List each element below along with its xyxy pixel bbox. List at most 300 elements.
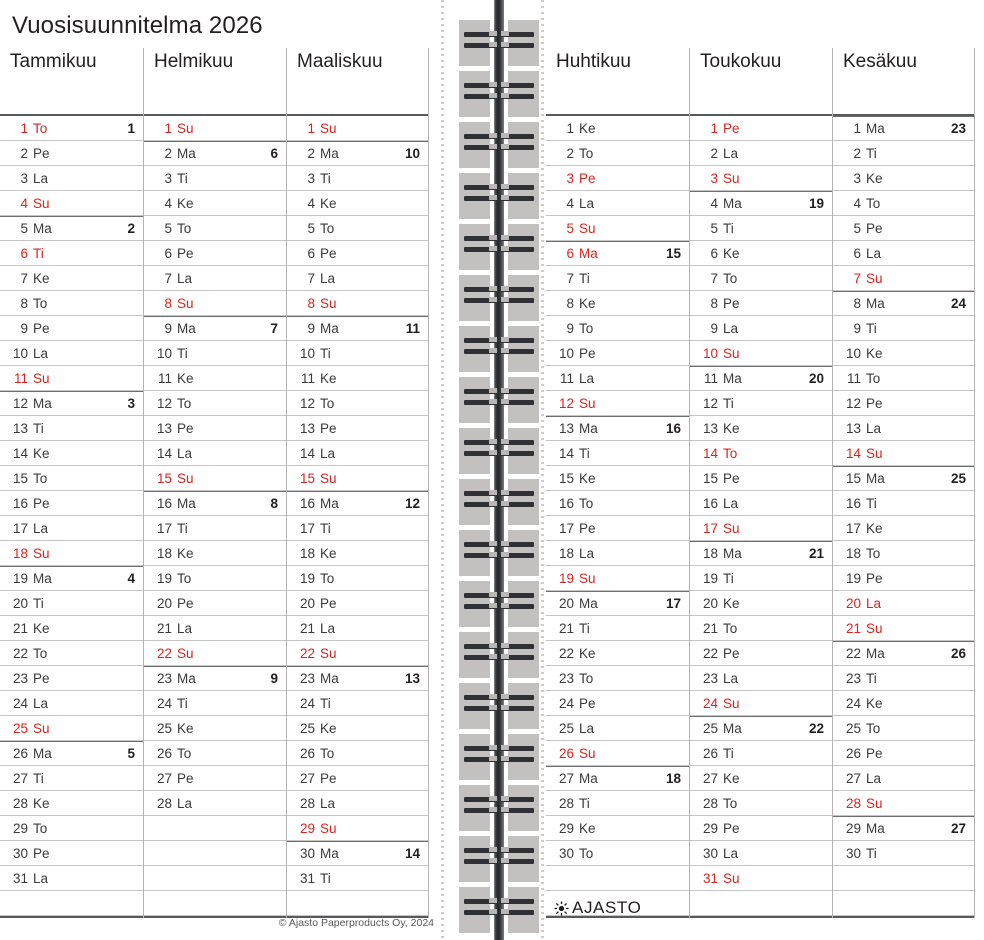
day-row[interactable] bbox=[690, 791, 832, 816]
day-row[interactable] bbox=[833, 816, 974, 841]
day-row-empty[interactable] bbox=[144, 816, 286, 841]
day-row[interactable] bbox=[287, 416, 428, 441]
day-row[interactable] bbox=[833, 466, 974, 491]
day-row[interactable] bbox=[833, 516, 974, 541]
day-number: 8 bbox=[710, 295, 718, 311]
weekday-abbr: Pe bbox=[723, 470, 740, 486]
weekday-abbr: Ti bbox=[866, 670, 877, 686]
day-number: 16 bbox=[299, 496, 315, 511]
day-number: 10 bbox=[156, 345, 172, 361]
day-row[interactable] bbox=[833, 541, 974, 566]
day-row[interactable] bbox=[546, 766, 689, 791]
day-row[interactable] bbox=[546, 516, 689, 541]
day-row[interactable] bbox=[287, 691, 428, 716]
weekday-abbr: Su bbox=[723, 870, 740, 886]
day-row[interactable] bbox=[287, 491, 428, 516]
day-row[interactable] bbox=[833, 741, 974, 766]
day-row[interactable] bbox=[0, 241, 143, 266]
day-row[interactable] bbox=[690, 541, 832, 566]
day-row[interactable] bbox=[287, 441, 428, 466]
weekday-abbr: Ma bbox=[579, 596, 598, 611]
day-row[interactable] bbox=[287, 566, 428, 591]
day-row[interactable] bbox=[833, 591, 974, 616]
day-row[interactable] bbox=[0, 816, 143, 841]
day-row-empty[interactable] bbox=[546, 866, 689, 891]
weekday-abbr: Ke bbox=[33, 270, 50, 286]
day-row[interactable] bbox=[0, 591, 143, 616]
day-row-empty[interactable] bbox=[690, 891, 832, 916]
day-number: 22 bbox=[558, 645, 574, 661]
weekday-abbr: Su bbox=[866, 445, 883, 461]
day-row[interactable] bbox=[287, 116, 428, 141]
day-row[interactable] bbox=[833, 841, 974, 866]
day-row[interactable] bbox=[0, 691, 143, 716]
day-number: 17 bbox=[702, 520, 718, 536]
day-number: 9 bbox=[164, 321, 172, 336]
day-row[interactable] bbox=[144, 691, 286, 716]
month-title: Huhtikuu bbox=[556, 51, 631, 72]
day-row[interactable] bbox=[546, 791, 689, 816]
weekday-abbr: Ti bbox=[320, 170, 331, 186]
day-row[interactable] bbox=[690, 116, 832, 141]
week-number: 21 bbox=[808, 546, 824, 561]
ring-notch bbox=[489, 297, 497, 302]
week-number: 5 bbox=[127, 746, 135, 761]
day-row[interactable] bbox=[0, 216, 143, 241]
day-row[interactable] bbox=[144, 116, 286, 141]
day-row[interactable] bbox=[690, 466, 832, 491]
day-row[interactable] bbox=[144, 241, 286, 266]
day-row[interactable] bbox=[0, 341, 143, 366]
week-number: 16 bbox=[665, 421, 681, 436]
day-row[interactable] bbox=[546, 141, 689, 166]
day-row[interactable] bbox=[546, 441, 689, 466]
day-number: 30 bbox=[558, 845, 574, 861]
day-row[interactable] bbox=[833, 266, 974, 291]
day-number: 19 bbox=[12, 571, 28, 586]
day-row[interactable] bbox=[144, 266, 286, 291]
ring-notch bbox=[501, 93, 509, 98]
day-row[interactable] bbox=[690, 316, 832, 341]
weekday-abbr: Ke bbox=[177, 545, 194, 561]
day-row[interactable] bbox=[0, 641, 143, 666]
day-row[interactable] bbox=[833, 166, 974, 191]
day-row[interactable] bbox=[287, 166, 428, 191]
ring-wire bbox=[464, 43, 534, 48]
day-row[interactable] bbox=[833, 366, 974, 391]
weekday-abbr: To bbox=[723, 270, 738, 286]
day-number: 28 bbox=[156, 795, 172, 811]
day-row[interactable] bbox=[690, 266, 832, 291]
day-row[interactable] bbox=[0, 741, 143, 766]
day-row[interactable] bbox=[833, 341, 974, 366]
day-row[interactable] bbox=[287, 191, 428, 216]
day-row[interactable] bbox=[144, 741, 286, 766]
day-row[interactable] bbox=[546, 591, 689, 616]
day-row[interactable] bbox=[690, 566, 832, 591]
day-number: 18 bbox=[156, 545, 172, 561]
day-row[interactable] bbox=[287, 141, 428, 166]
day-row[interactable] bbox=[287, 466, 428, 491]
day-number: 18 bbox=[845, 545, 861, 561]
day-row[interactable] bbox=[690, 366, 832, 391]
day-row[interactable] bbox=[144, 591, 286, 616]
right-month-columns bbox=[546, 48, 984, 918]
left-month-columns bbox=[0, 48, 440, 918]
day-row[interactable] bbox=[0, 316, 143, 341]
day-row[interactable] bbox=[546, 491, 689, 516]
day-row[interactable] bbox=[690, 441, 832, 466]
ring-notch bbox=[489, 348, 497, 353]
day-row[interactable] bbox=[0, 366, 143, 391]
day-number: 29 bbox=[702, 820, 718, 836]
day-row[interactable] bbox=[690, 716, 832, 741]
day-row[interactable] bbox=[0, 616, 143, 641]
ring-notch bbox=[501, 694, 509, 699]
day-row[interactable] bbox=[0, 491, 143, 516]
day-row[interactable] bbox=[0, 266, 143, 291]
day-row[interactable] bbox=[546, 641, 689, 666]
ring-wire bbox=[464, 134, 534, 139]
ring-wire bbox=[464, 83, 534, 88]
day-row[interactable] bbox=[144, 141, 286, 166]
day-number: 25 bbox=[558, 720, 574, 736]
day-row[interactable] bbox=[0, 666, 143, 691]
day-row[interactable] bbox=[0, 791, 143, 816]
day-row-empty[interactable] bbox=[833, 891, 974, 916]
day-row[interactable] bbox=[144, 791, 286, 816]
day-row[interactable] bbox=[546, 291, 689, 316]
day-row[interactable] bbox=[144, 641, 286, 666]
binding-ring bbox=[459, 530, 539, 576]
day-row[interactable] bbox=[144, 666, 286, 691]
day-row[interactable] bbox=[546, 566, 689, 591]
ring-notch bbox=[489, 246, 497, 251]
day-row[interactable] bbox=[690, 216, 832, 241]
weekday-abbr: Pe bbox=[33, 670, 50, 686]
day-row[interactable] bbox=[0, 141, 143, 166]
day-number: 23 bbox=[558, 670, 574, 686]
ring-notch bbox=[489, 286, 497, 291]
day-number: 27 bbox=[12, 770, 28, 786]
weekday-abbr: La bbox=[723, 145, 739, 161]
day-row-empty[interactable] bbox=[144, 891, 286, 916]
day-number: 10 bbox=[299, 345, 315, 361]
day-number: 18 bbox=[299, 545, 315, 561]
day-row[interactable] bbox=[546, 391, 689, 416]
weekday-abbr: Su bbox=[723, 345, 740, 361]
day-row[interactable] bbox=[287, 766, 428, 791]
day-row[interactable] bbox=[0, 441, 143, 466]
month-title: Tammikuu bbox=[10, 51, 97, 72]
weekday-abbr: Ma bbox=[320, 846, 339, 861]
day-row[interactable] bbox=[287, 516, 428, 541]
day-row[interactable] bbox=[287, 241, 428, 266]
day-row[interactable] bbox=[144, 616, 286, 641]
day-row[interactable] bbox=[144, 541, 286, 566]
day-row[interactable] bbox=[833, 216, 974, 241]
day-row[interactable] bbox=[287, 616, 428, 641]
day-row[interactable] bbox=[833, 116, 974, 141]
day-row[interactable] bbox=[287, 741, 428, 766]
day-row[interactable] bbox=[287, 266, 428, 291]
day-row[interactable] bbox=[287, 816, 428, 841]
day-row[interactable] bbox=[0, 291, 143, 316]
day-row[interactable] bbox=[546, 466, 689, 491]
day-number: 11 bbox=[13, 370, 28, 386]
day-row[interactable] bbox=[833, 316, 974, 341]
day-number: 25 bbox=[702, 721, 718, 736]
day-number: 24 bbox=[558, 695, 574, 711]
day-row[interactable] bbox=[144, 466, 286, 491]
day-row[interactable] bbox=[546, 166, 689, 191]
day-row[interactable] bbox=[690, 616, 832, 641]
day-row[interactable] bbox=[144, 516, 286, 541]
weekday-abbr: Su bbox=[579, 570, 596, 586]
day-row[interactable] bbox=[287, 391, 428, 416]
day-row[interactable] bbox=[833, 641, 974, 666]
day-row[interactable] bbox=[144, 366, 286, 391]
day-row[interactable] bbox=[690, 866, 832, 891]
day-row[interactable] bbox=[287, 541, 428, 566]
day-row[interactable] bbox=[833, 141, 974, 166]
binding-ring bbox=[459, 224, 539, 270]
weekday-abbr: La bbox=[33, 520, 49, 536]
month-title: Toukokuu bbox=[700, 51, 782, 72]
day-row[interactable] bbox=[0, 766, 143, 791]
weekday-abbr: To bbox=[177, 220, 192, 236]
day-number: 29 bbox=[299, 820, 315, 836]
day-number: 6 bbox=[710, 245, 718, 261]
week-number: 6 bbox=[270, 146, 278, 161]
day-row[interactable] bbox=[287, 666, 428, 691]
day-row[interactable] bbox=[690, 341, 832, 366]
day-row[interactable] bbox=[546, 366, 689, 391]
day-row[interactable] bbox=[546, 816, 689, 841]
day-row-empty[interactable] bbox=[287, 891, 428, 916]
day-row[interactable] bbox=[144, 441, 286, 466]
day-row[interactable] bbox=[833, 616, 974, 641]
day-number: 16 bbox=[558, 495, 574, 511]
day-row-empty[interactable] bbox=[0, 891, 143, 916]
day-row[interactable] bbox=[144, 291, 286, 316]
day-row[interactable] bbox=[690, 591, 832, 616]
day-row[interactable] bbox=[546, 116, 689, 141]
day-number: 11 bbox=[846, 370, 861, 386]
weekday-abbr: Ke bbox=[177, 370, 194, 386]
day-row[interactable] bbox=[833, 791, 974, 816]
ring-wire bbox=[464, 553, 534, 558]
day-row[interactable] bbox=[144, 416, 286, 441]
day-row[interactable] bbox=[0, 391, 143, 416]
day-row[interactable] bbox=[546, 341, 689, 366]
day-list bbox=[546, 114, 689, 918]
day-number: 24 bbox=[299, 695, 315, 711]
day-row[interactable] bbox=[690, 191, 832, 216]
weekday-abbr: To bbox=[866, 195, 881, 211]
day-row[interactable] bbox=[287, 866, 428, 891]
day-number: 17 bbox=[558, 520, 574, 536]
day-row[interactable] bbox=[0, 416, 143, 441]
day-row[interactable] bbox=[144, 191, 286, 216]
day-row[interactable] bbox=[833, 416, 974, 441]
day-row[interactable] bbox=[287, 291, 428, 316]
day-row[interactable] bbox=[0, 841, 143, 866]
day-row[interactable] bbox=[287, 791, 428, 816]
day-number: 24 bbox=[845, 695, 861, 711]
day-row[interactable] bbox=[287, 316, 428, 341]
day-row[interactable] bbox=[287, 641, 428, 666]
day-row[interactable] bbox=[287, 366, 428, 391]
weekday-abbr: Su bbox=[723, 170, 740, 186]
day-row[interactable] bbox=[833, 291, 974, 316]
weekday-abbr: Pe bbox=[579, 170, 596, 186]
day-number: 7 bbox=[307, 270, 315, 286]
day-row[interactable] bbox=[546, 741, 689, 766]
weekday-abbr: Pe bbox=[866, 570, 883, 586]
ring-wire bbox=[464, 899, 534, 904]
day-row-empty[interactable] bbox=[144, 866, 286, 891]
day-row[interactable] bbox=[833, 566, 974, 591]
day-row[interactable] bbox=[287, 716, 428, 741]
day-row[interactable] bbox=[287, 341, 428, 366]
day-row[interactable] bbox=[144, 766, 286, 791]
weekday-abbr: La bbox=[723, 495, 739, 511]
day-row[interactable] bbox=[690, 766, 832, 791]
day-row[interactable] bbox=[287, 591, 428, 616]
day-row[interactable] bbox=[833, 766, 974, 791]
day-row[interactable] bbox=[546, 716, 689, 741]
day-list bbox=[144, 114, 286, 918]
day-row[interactable] bbox=[833, 691, 974, 716]
ring-wire bbox=[464, 797, 534, 802]
day-row[interactable] bbox=[833, 441, 974, 466]
day-row[interactable] bbox=[833, 241, 974, 266]
weekday-abbr: Ke bbox=[866, 345, 883, 361]
day-row[interactable] bbox=[690, 841, 832, 866]
day-row[interactable] bbox=[144, 491, 286, 516]
weekday-abbr: To bbox=[33, 645, 48, 661]
day-row[interactable] bbox=[0, 166, 143, 191]
day-row[interactable] bbox=[287, 841, 428, 866]
day-row[interactable] bbox=[0, 191, 143, 216]
weekday-abbr: Ma bbox=[723, 721, 742, 736]
day-row[interactable] bbox=[0, 716, 143, 741]
day-row[interactable] bbox=[546, 841, 689, 866]
day-row[interactable] bbox=[0, 566, 143, 591]
day-number: 20 bbox=[558, 596, 574, 611]
day-number: 7 bbox=[164, 270, 172, 286]
day-row-empty[interactable] bbox=[144, 841, 286, 866]
day-number: 10 bbox=[558, 345, 574, 361]
weekday-abbr: Ti bbox=[866, 320, 877, 336]
ring-notch bbox=[489, 82, 497, 87]
day-row[interactable] bbox=[833, 716, 974, 741]
day-row[interactable] bbox=[144, 566, 286, 591]
ring-wire bbox=[464, 655, 534, 660]
weekday-abbr: Su bbox=[33, 720, 50, 736]
day-row[interactable] bbox=[546, 266, 689, 291]
day-row[interactable] bbox=[546, 216, 689, 241]
day-row[interactable] bbox=[287, 216, 428, 241]
day-row[interactable] bbox=[144, 216, 286, 241]
day-row[interactable] bbox=[144, 341, 286, 366]
day-row[interactable] bbox=[833, 666, 974, 691]
day-row[interactable] bbox=[546, 666, 689, 691]
day-row[interactable] bbox=[546, 541, 689, 566]
day-row[interactable] bbox=[0, 866, 143, 891]
binding-ring bbox=[459, 887, 539, 933]
ring-wire bbox=[464, 298, 534, 303]
day-number: 14 bbox=[299, 445, 315, 461]
day-row[interactable] bbox=[546, 416, 689, 441]
day-number: 26 bbox=[702, 745, 718, 761]
weekday-abbr: Ti bbox=[723, 745, 734, 761]
day-row[interactable] bbox=[144, 716, 286, 741]
day-row[interactable] bbox=[833, 391, 974, 416]
day-row[interactable] bbox=[690, 691, 832, 716]
day-row[interactable] bbox=[546, 616, 689, 641]
day-row[interactable] bbox=[546, 241, 689, 266]
day-row[interactable] bbox=[0, 516, 143, 541]
weekday-abbr: Su bbox=[320, 295, 337, 311]
day-number: 17 bbox=[156, 520, 172, 536]
day-row[interactable] bbox=[690, 166, 832, 191]
day-row[interactable] bbox=[546, 316, 689, 341]
day-row[interactable] bbox=[690, 416, 832, 441]
weekday-abbr: Ti bbox=[579, 270, 590, 286]
day-number: 9 bbox=[853, 320, 861, 336]
day-row[interactable] bbox=[690, 641, 832, 666]
day-row[interactable] bbox=[0, 541, 143, 566]
day-row[interactable] bbox=[546, 191, 689, 216]
day-number: 28 bbox=[702, 795, 718, 811]
day-row[interactable] bbox=[546, 691, 689, 716]
weekday-abbr: La bbox=[723, 320, 739, 336]
day-row[interactable] bbox=[690, 516, 832, 541]
day-number: 2 bbox=[710, 145, 718, 161]
weekday-abbr: La bbox=[320, 445, 336, 461]
day-row[interactable] bbox=[144, 316, 286, 341]
day-row[interactable] bbox=[690, 741, 832, 766]
binding-ring bbox=[459, 428, 539, 474]
day-row[interactable] bbox=[833, 191, 974, 216]
day-row-empty[interactable] bbox=[833, 866, 974, 891]
day-row[interactable] bbox=[690, 391, 832, 416]
day-number: 13 bbox=[12, 420, 28, 436]
day-list bbox=[833, 114, 974, 918]
day-row[interactable] bbox=[690, 241, 832, 266]
weekday-abbr: To bbox=[320, 570, 335, 586]
day-row[interactable] bbox=[144, 391, 286, 416]
day-row[interactable] bbox=[690, 141, 832, 166]
day-row[interactable] bbox=[690, 491, 832, 516]
ring-notch bbox=[489, 337, 497, 342]
day-row[interactable] bbox=[0, 466, 143, 491]
day-row[interactable] bbox=[690, 291, 832, 316]
weekday-abbr: Ti bbox=[723, 395, 734, 411]
day-row[interactable] bbox=[0, 116, 143, 141]
day-row[interactable] bbox=[144, 166, 286, 191]
day-row[interactable] bbox=[690, 666, 832, 691]
ring-wire bbox=[464, 287, 534, 292]
day-row[interactable] bbox=[833, 491, 974, 516]
weekday-abbr: Ma bbox=[320, 671, 339, 686]
day-row[interactable] bbox=[690, 816, 832, 841]
week-number: 10 bbox=[404, 146, 420, 161]
ring-wire bbox=[464, 247, 534, 252]
weekday-abbr: Ma bbox=[579, 771, 598, 786]
